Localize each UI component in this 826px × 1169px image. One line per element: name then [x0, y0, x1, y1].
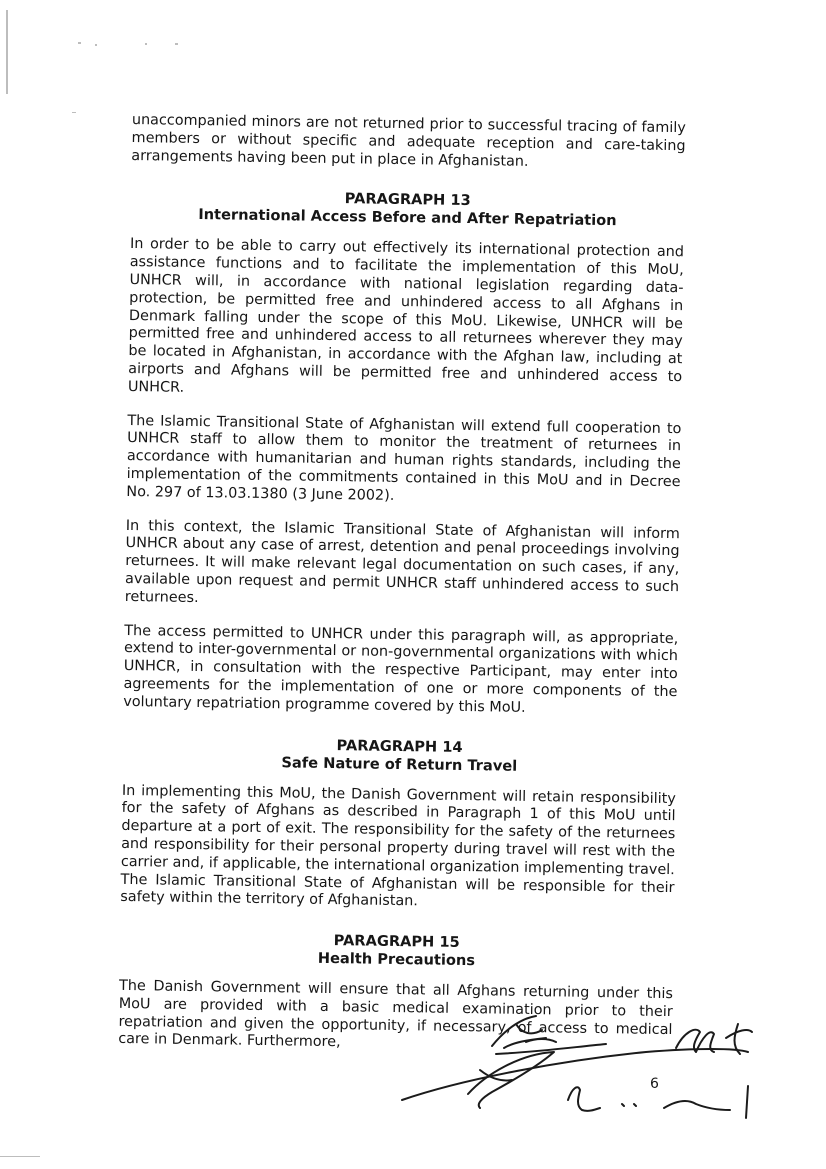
- paragraph-13-title: International Access Before and After Repatriation: [198, 206, 617, 230]
- paragraph-14-text-1: In implementing this MoU, the Danish Government will retain responsibility for the safety of Afghans as described in Paragraph 1 of this MoU until departure at a port of exit. The responsibility for the safety of the returnees and responsibility for their personal property during travel will rest with the carrier and, if applicable, the international organization implementing travel. The Islamic Transitional State of Afghanistan will be responsible for their safety within the territory of Afghanistan.: [120, 782, 676, 910]
- paragraph-13-section: [123, 187, 685, 719]
- paragraph-13-number: PARAGRAPH 13: [344, 190, 471, 210]
- scan-dot: [78, 42, 81, 44]
- page-number: 6: [650, 1076, 659, 1092]
- paragraph-13-text-1: In order to be able to carry out effectively its international protection and assistance functions and to facilitate the implementation of this MoU, UNHCR will, in accordance with national legislation regarding data-protection, be permitted free and unhindered access to all Afghans in Denmark falling under the scope of this MoU. Likewise, UNHCR will be permitted free and unhindered access to all returnees wherever they may be located in Afghanistan, in accordance with the Afghan law, including at airports and Afghans will be permitted free and unhindered access to UNHCR.: [127, 236, 685, 396]
- paragraph-13-text-4: The access permitted to UNHCR under this paragraph will, as appropriate, extend to inter-governmental or non-governmental organizations with which UNHCR, in consultation with the respective Participant, may enter into agreements for the implementation of one or more components of the voluntary repatriation programme covered by this MoU.: [123, 622, 679, 716]
- signature-2: [402, 1049, 748, 1100]
- paragraph-13-text-2: The Islamic Transitional State of Afghanistan will extend full cooperation to UNHCR staff to allow them to monitor the treatment of returnees in accordance with humanitarian and human rights standards, including the implementation of the commitments contained in this MoU and in Decree No. 297 of 13.03.1380 (3 June 2002).: [126, 412, 682, 504]
- paragraph-15-number: PARAGRAPH 15: [333, 932, 460, 952]
- paragraph-13-text-3: In this context, the Islamic Transitional State of Afghanistan will inform UNHCR about any case of arrest, detention and penal proceedings involving returnees. It will make relevant legal documentation on such cases, if any, available upon request and permit UNHCR staff unhindered access to such returnees.: [124, 517, 680, 606]
- scan-dot: [72, 112, 76, 113]
- scan-edge-line: [6, 10, 8, 94]
- intro-paragraph: unaccompanied minors are not returned prior to successful tracing of family members or without specific and adequate reception and care-taking arrangements having been put in place in Afghanistan.: [131, 112, 686, 170]
- paragraph-15-heading: [119, 929, 673, 973]
- scan-dot: [145, 43, 147, 45]
- paragraph-14-number: PARAGRAPH 14: [336, 736, 463, 756]
- paragraph-15-title: Health Precautions: [317, 949, 476, 970]
- paragraph-14-title: Safe Nature of Return Travel: [281, 753, 518, 775]
- scan-dot: [175, 43, 178, 45]
- scan-dot: [95, 44, 97, 46]
- handwritten-signatures: [396, 1008, 796, 1126]
- scan-edge-line: [0, 1156, 40, 1157]
- signature-3: [468, 1052, 554, 1108]
- paragraph-13-heading: [130, 187, 684, 231]
- paragraph-15-text-1: The Danish Government will ensure that all Afghans returning under this MoU are provided with a basic medical examination prior to their repatriation and given the opportunity, if necessary, of access to medical care in Denmark. Furthermore,: [118, 977, 674, 1051]
- paragraph-14-heading: [122, 733, 676, 777]
- signature-1: [492, 1016, 606, 1054]
- paragraph-14-section: [120, 733, 677, 915]
- document-body: [118, 112, 686, 1073]
